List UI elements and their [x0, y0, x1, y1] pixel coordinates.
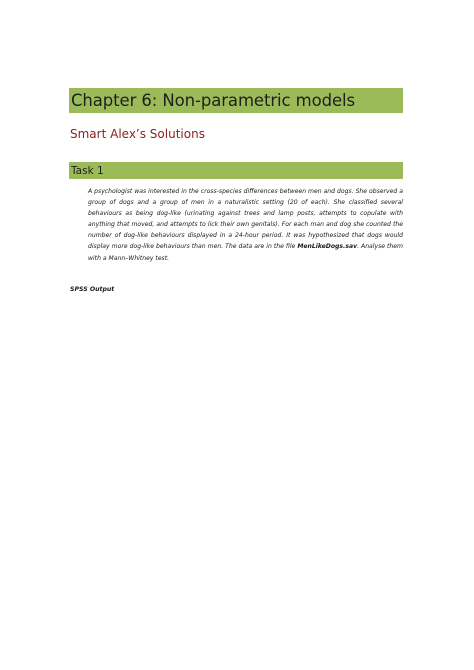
- task-text-after-file: . Analyse them with a Mann–Whitney test.: [88, 243, 403, 262]
- task-heading-bar: [69, 162, 403, 179]
- chapter-heading-bar: [69, 88, 403, 113]
- spss-output-label: SPSS Output: [70, 286, 115, 293]
- task-description: [88, 186, 403, 264]
- task-text-before-file: A psychologist was interested in the cross-species differences between men and dogs. She observed a group of dogs and a group of men in a naturalistic setting (20 of each). She classified several behaviours as being dog-like (urinating against trees and lamp posts, attempts to copulate with anything that moved, and attempts to lick their own genitals). For each man and dog she counted the number of dog-like behaviours displayed in a 24-hour period. It was hypothesized that dogs would display more dog-like behaviours than men. The data are in the file: [88, 188, 403, 251]
- chapter-title: Chapter 6: Non-parametric models: [71, 91, 355, 110]
- solutions-subtitle: Smart Alex’s Solutions: [70, 127, 205, 141]
- task-heading: Task 1: [71, 164, 104, 177]
- data-file-name: MenLikeDogs.sav: [297, 243, 358, 251]
